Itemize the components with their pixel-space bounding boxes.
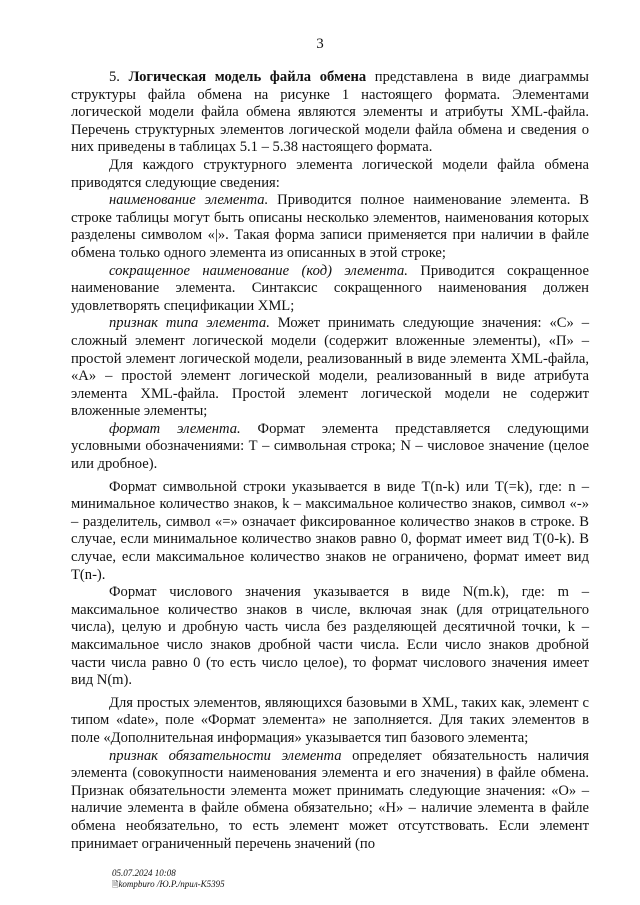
section-heading: Логическая модель файла обмена	[128, 69, 367, 85]
paragraph-text: представлена в виде диаграммы структуры файла обмена на рисунке 1 настоящего формата. Элементами логической модели файла обмена являются элементы и атрибуты XML-файла. Перечень структурных элементов логической модели файла обмена и сведения о них приведены в таблицах 5.1 – 5.38 настоящего формата.	[71, 69, 589, 156]
term-element-format: формат элемента.	[109, 420, 241, 437]
paragraph-string-format: Формат символьной строки указывается в виде Т(n-k) или Т(=k), где: n – минимальное количество знаков, k – максимальное количество знаков, символ «-» – разделитель, символ «=» означает фиксированное количество знаков в строке. В случае, если минимальное количество знаков равно 0, формат имеет вид Т(0-k). В случае, если максимальное количество знаков не ограничено, формат имеет вид Т(n-).	[71, 478, 589, 583]
paragraph-number-format: Формат числового значения указывается в виде N(m.k), где: m – максимальное количество знаков в числе, включая знак (для отрицательного числа), целую и дробную часть числа без разделяющей десятичной точки, k – максимальное число знаков дробной части числа. Если число знаков дробной части числа равно 0 (то есть число целое), то формат числового значения имеет вид N(m).	[71, 584, 589, 689]
document-icon: 🗎	[112, 880, 119, 889]
paragraph-text: определяет обязательность наличия элемента (совокупности наименования элемента и его значения) в файле обмена. Признак обязательности элемента может принимать следующие значения: «О» – наличие элемента в файле обмена обязательно; «Н» – наличие элемента в файле обмена необязательно, то есть элемент может отсутствовать. Если элемент принимает ограниченный перечень значений (по	[71, 747, 589, 852]
paragraph-intro: Для каждого структурного элемента логической модели файла обмена приводятся следующие сведения:	[71, 156, 589, 191]
paragraph-element-name	[71, 192, 589, 262]
paragraph-element-type	[71, 315, 589, 421]
paragraph-short-name	[71, 263, 589, 316]
footer-user-line	[112, 879, 225, 890]
term-element-type: признак типа элемента.	[109, 315, 270, 332]
paragraph-text: Может принимать следующие значения: «С» – сложный элемент логической модели (содержит вложенные элементы), «П» – простой элемент логической модели, реализованный в виде элемента XML-файла, «А» – простой элемент логической модели, реализованный в виде атрибута элемента XML-файла. Простой элемент логической модели не содержит вложенные элементы;	[71, 315, 589, 420]
footer-user: kompburo /Ю.Р./прил-К5395	[118, 879, 225, 889]
paragraph-element-format	[71, 421, 589, 474]
paragraph-base-types: Для простых элементов, являющихся базовыми в XML, таких как, элемент с типом «date», поле «Формат элемента» не заполняется. Для таких элементов в поле «Дополнительная информация» указывается тип базового элемента;	[71, 694, 589, 746]
paragraph-mandatory	[71, 748, 589, 854]
page-number: 3	[316, 36, 324, 52]
term-short-name: сокращенное наименование (код) элемента.	[109, 262, 408, 279]
footer-stamp	[112, 868, 225, 890]
section-number: 5.	[109, 69, 129, 85]
footer-datetime: 05.07.2024 10:08	[112, 868, 176, 878]
paragraph-logical-model	[71, 69, 589, 157]
paragraph-text: Формат элемента представляется следующими условными обозначениями: Т – символьная строка; N – числовое значение (целое или дробное).	[71, 420, 589, 473]
document-body	[71, 69, 589, 853]
term-mandatory: признак обязательности элемента	[109, 747, 342, 764]
term-element-name: наименование элемента.	[109, 192, 269, 209]
paragraph-text: Приводится полное наименование элемента. В строке таблицы могут быть описаны несколько элементов, наименования которых разделены символом «|». Такая форма записи применяется при наличии в файле обмена только одного элемента из описанных в этой строке;	[71, 192, 590, 261]
paragraph-text: Приводится сокращенное наименование элемента. Синтаксис сокращенного наименования должен удовлетворять спецификации XML;	[71, 262, 589, 314]
